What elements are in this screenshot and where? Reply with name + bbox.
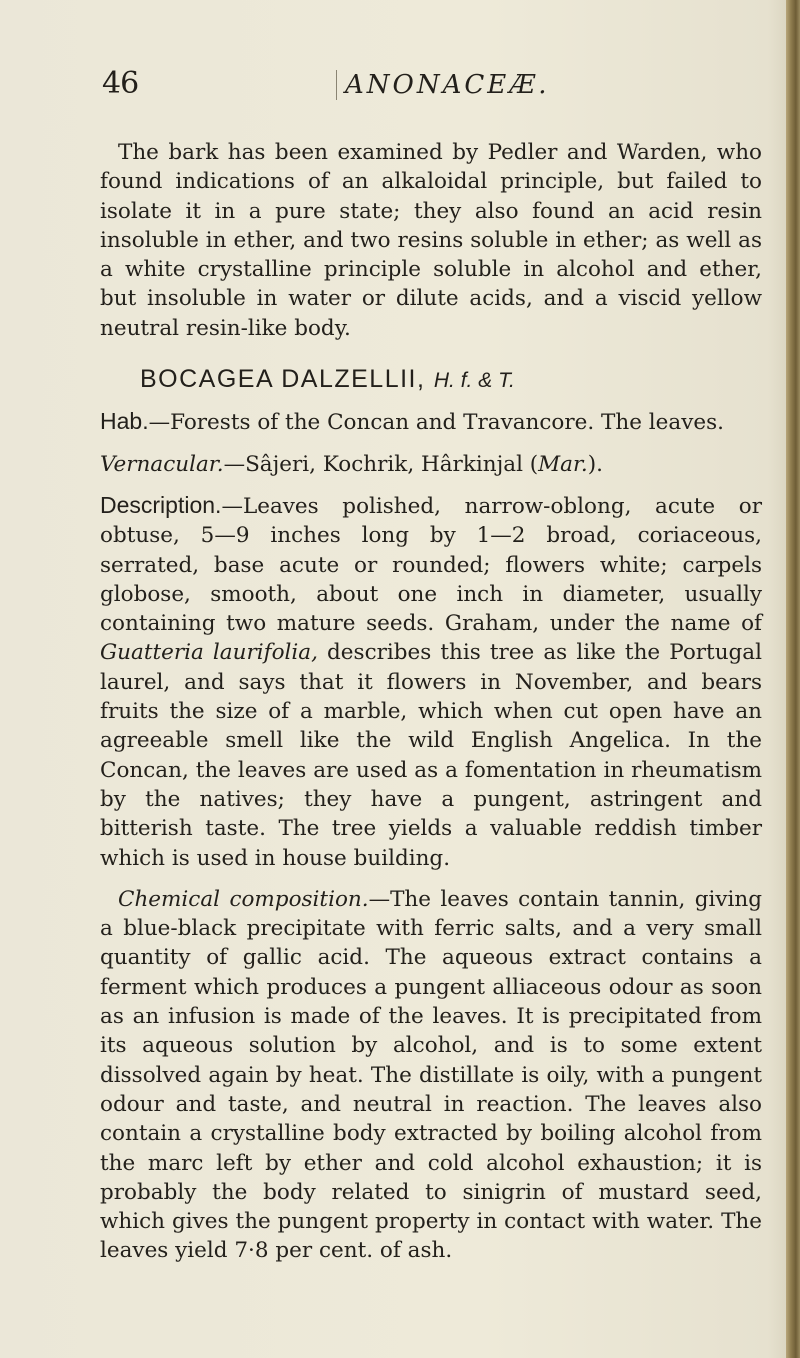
vernacular-close: ). — [587, 451, 603, 477]
vernacular-label: Vernacular. — [100, 451, 224, 477]
page-body — [100, 138, 762, 1266]
species-heading — [100, 365, 762, 395]
page-edge — [786, 0, 800, 1358]
species-name: BOCAGEA DALZELLII, — [140, 365, 426, 394]
description-text-before: —Leaves polished, narrow-oblong, acute or obtuse, 5—9 inches long by 1—2 broad, coriaceous, serrated, base acute or rounded; flowers white; carpels globose, smooth, about one inch in diameter, usually containing two mature seeds. Graham, under the name of — [100, 493, 762, 637]
page-header — [102, 58, 702, 108]
description-label: Description. — [100, 491, 222, 518]
species-authority: H. f. & T. — [433, 369, 515, 393]
page-number: 46 — [102, 66, 139, 101]
vernacular-text: —Sâjeri, Kochrik, Hârkinjal ( — [223, 451, 539, 477]
chemical-paragraph — [100, 885, 762, 1266]
chemical-text: —The leaves contain tannin, giving a blue-black precipitate with ferric salts, and a very small quantity of gallic acid. The aqueous extract contains a ferment which produces a pungent alliaceous odour as soon as an infusion is made of the leaves. It is precipitated from its aqueous solution by alcohol, and is to some extent dissolved again by heat. The distillate is oily, with a pungent odour and taste, and neutral in reaction. The leaves also contain a crystalline body extracted by boiling alcohol from the marc left by ether and cold alcohol exhaustion; it is probably the body related to sinigrin of mustard seed, which gives the pungent property in contact with water. The leaves yield 7·8 per cent. of ash. — [100, 886, 762, 1264]
description-text-after: describes this tree as like the Portugal laurel, and says that it flowers in November, and bears fruits the size of a marble, which when cut open have an agreeable smell like the wild English Angelica. In the Concan, the leaves are used as a fomentation in rheumatism by the natives; they have a pungent, astringent and bitterish taste. The tree yields a valuable reddish timber which is used in house building. — [100, 640, 763, 871]
bark-paragraph: The bark has been examined by Pedler and Warden, who found indications of an alkaloidal principle, but failed to isolate it in a pure state; they also found an acid resin insoluble in ether, and two resins soluble in ether; as well as a white crystalline principle soluble in alcohol and ether, but insoluble in water or dilute acids, and a viscid yellow neutral resin-like body. — [100, 140, 762, 341]
habitat-label: Hab. — [100, 408, 149, 435]
vernacular-source: Mar. — [538, 451, 588, 477]
running-head: ANONACEÆ. — [336, 70, 550, 100]
vernacular-paragraph — [100, 450, 762, 479]
description-synonym: Guatteria laurifolia, — [100, 640, 318, 666]
description-paragraph — [100, 491, 762, 873]
habitat-text: —Forests of the Concan and Travancore. The leaves. — [148, 410, 724, 436]
chemical-label: Chemical composition. — [118, 886, 369, 912]
habitat-paragraph — [100, 407, 762, 437]
